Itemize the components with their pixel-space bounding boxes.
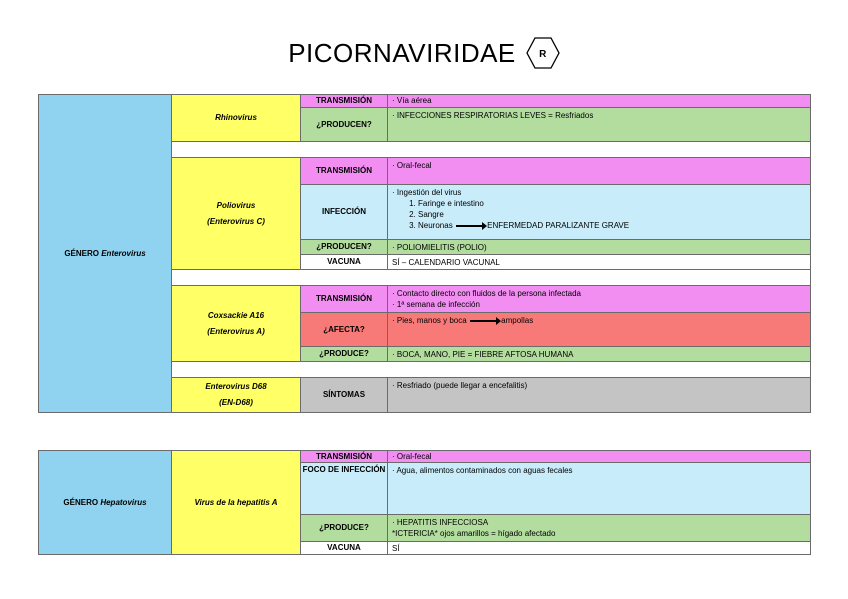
- virus-d68: [172, 378, 301, 413]
- virus-subname: (EN-D68): [219, 398, 253, 407]
- virus-name: Virus de la hepatitis A: [194, 497, 278, 507]
- label-vacuna: VACUNA: [301, 255, 388, 270]
- value-transmision: · Oral-fecal: [388, 158, 811, 185]
- virus-subname: (Enterovirus A): [207, 326, 265, 336]
- label-transmision: TRANSMISIÓN: [301, 95, 388, 108]
- infeccion-result: ENFERMEDAD PARALIZANTE GRAVE: [487, 221, 630, 230]
- enterovirus-table: [38, 94, 811, 413]
- infeccion-step-last: [418, 220, 810, 231]
- virus-name: Coxsackie A16: [207, 310, 265, 320]
- virus-name: Enterovirus D68: [205, 382, 267, 391]
- value-transmision: · Oral-fecal: [388, 451, 811, 463]
- virus-name: Poliovirus: [216, 200, 256, 210]
- genus-name: Enterovirus: [101, 249, 146, 258]
- transmision-line: · 1ª semana de infección: [392, 300, 480, 309]
- value-transmision: · Vía aérea: [388, 95, 811, 108]
- produce-line: *ICTERICIA* ojos amarillos = hígado afectado: [392, 529, 556, 538]
- virus-subname: (Enterovirus C): [207, 216, 265, 226]
- virus-hepatitis-a: [172, 451, 301, 555]
- arrow-right-icon: [470, 320, 498, 322]
- arrow-right-icon: [456, 225, 484, 227]
- label-transmision: TRANSMISIÓN: [301, 158, 388, 185]
- label-producen: ¿PRODUCEN?: [301, 108, 388, 142]
- value-transmision: [388, 286, 811, 313]
- header: [0, 36, 848, 70]
- label-infeccion: INFECCIÓN: [301, 185, 388, 240]
- value-produce: · BOCA, MANO, PIE = FIEBRE AFTOSA HUMANA: [388, 347, 811, 362]
- label-producen: ¿PRODUCEN?: [301, 240, 388, 255]
- separator-row: [172, 362, 811, 378]
- virus-coxsackie: [172, 286, 301, 362]
- value-producen: · INFECCIONES RESPIRATORIAS LEVES = Resfriados: [388, 108, 811, 142]
- value-infeccion: [388, 185, 811, 240]
- value-afecta: [388, 313, 811, 347]
- separator-row: [172, 270, 811, 286]
- separator-row: [172, 142, 811, 158]
- infeccion-intro: · Ingestión del virus: [392, 188, 462, 197]
- produce-line: · HEPATITIS INFECCIOSA: [392, 518, 489, 527]
- hexagon-badge-icon: [526, 36, 560, 70]
- infeccion-steps: [392, 198, 810, 231]
- genus-hepatovirus-cell: [39, 451, 172, 555]
- value-sintomas: · Resfriado (puede llegar a encefalitis): [388, 378, 811, 413]
- hepatovirus-table: [38, 450, 811, 555]
- genus-prefix: GÉNERO: [64, 249, 99, 258]
- genus-prefix: GÉNERO: [63, 498, 99, 507]
- transmision-line: · Contacto directo con fluidos de la persona infectada: [392, 289, 582, 298]
- label-afecta: ¿AFECTA?: [301, 313, 388, 347]
- virus-poliovirus: [172, 158, 301, 270]
- label-produce: ¿PRODUCE?: [301, 515, 388, 542]
- genus-enterovirus-cell: [39, 95, 172, 413]
- page-title-group: [288, 36, 560, 70]
- value-vacuna: SÍ: [388, 542, 811, 555]
- afecta-result: ampollas: [501, 316, 534, 325]
- label-transmision: TRANSMISIÓN: [301, 451, 388, 463]
- value-produce: [388, 515, 811, 542]
- label-produce: ¿PRODUCE?: [301, 347, 388, 362]
- value-foco: · Agua, alimentos contaminados con aguas fecales: [388, 463, 811, 515]
- infeccion-step: 2. Sangre: [418, 209, 810, 220]
- virus-name: Rhinovirus: [215, 113, 257, 122]
- hexagon-badge-letter: R: [538, 49, 547, 60]
- infeccion-step-text: Neuronas: [418, 221, 453, 230]
- label-vacuna: VACUNA: [301, 542, 388, 555]
- infeccion-step: 1. Faringe e intestino: [418, 198, 810, 209]
- page-title: PICORNAVIRIDAE: [288, 37, 516, 68]
- virus-rhinovirus: [172, 95, 301, 142]
- label-sintomas: SÍNTOMAS: [301, 378, 388, 413]
- label-transmision: TRANSMISIÓN: [301, 286, 388, 313]
- value-producen: · POLIOMIELITIS (POLIO): [388, 240, 811, 255]
- genus-name: Hepatovirus: [100, 498, 147, 507]
- afecta-text: · Pies, manos y boca: [392, 316, 467, 325]
- label-foco: FOCO DE INFECCIÓN: [301, 463, 388, 515]
- value-vacuna: SÍ – CALENDARIO VACUNAL: [388, 255, 811, 270]
